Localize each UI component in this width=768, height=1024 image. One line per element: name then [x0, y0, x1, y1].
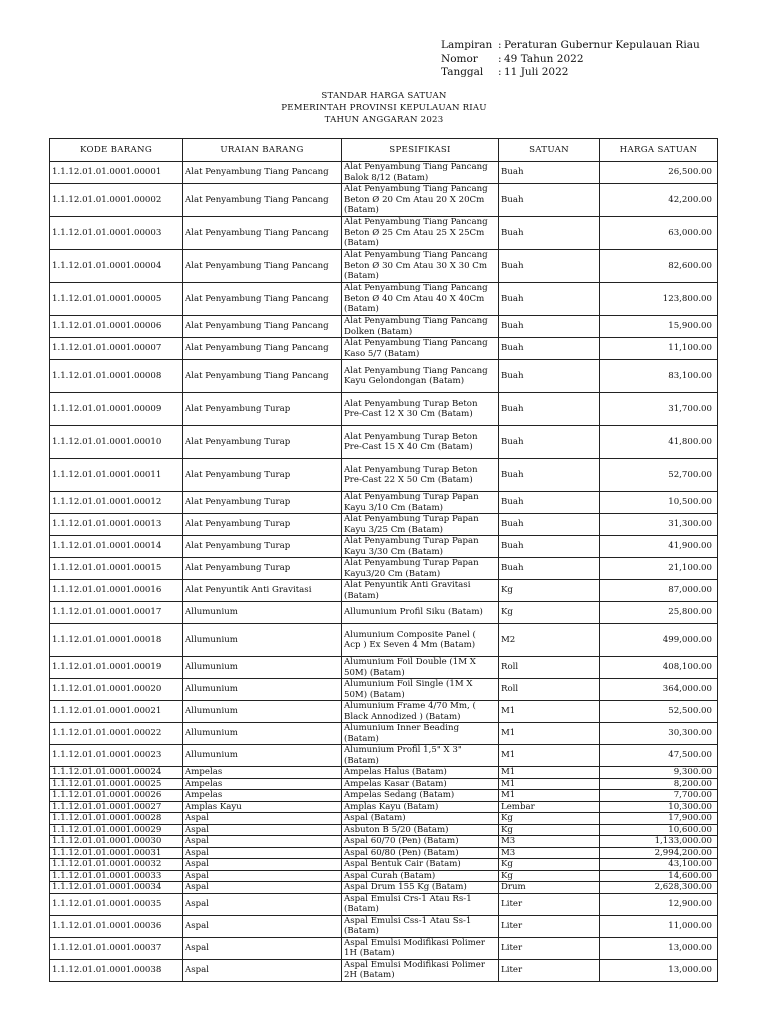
- cell-kode: 1.1.12.01.01.0001.00012: [50, 492, 183, 514]
- cell-satuan: M1: [499, 701, 600, 723]
- tanggal-label: Tanggal: [441, 66, 484, 78]
- cell-satuan: Buah: [499, 184, 600, 217]
- cell-harga: 13,000.00: [600, 959, 718, 981]
- cell-spesifikasi: Alat Penyambung Tiang Pancang Beton Ø 30 Cm Atau 30 X 30 Cm (Batam): [342, 250, 499, 283]
- cell-kode: 1.1.12.01.01.0001.00009: [50, 393, 183, 426]
- cell-satuan: Buah: [499, 426, 600, 459]
- table-row: [50, 316, 718, 338]
- lampiran-block: [441, 39, 700, 80]
- cell-harga: 42,200.00: [600, 184, 718, 217]
- table-row: [50, 847, 718, 859]
- cell-spesifikasi: Alumunium Profil 1,5" X 3" (Batam): [342, 745, 499, 767]
- cell-spesifikasi: Ampelas Kasar (Batam): [342, 778, 499, 790]
- cell-harga: 2,994,200.00: [600, 847, 718, 859]
- cell-kode: 1.1.12.01.01.0001.00023: [50, 745, 183, 767]
- cell-kode: 1.1.12.01.01.0001.00021: [50, 701, 183, 723]
- table-row: [50, 723, 718, 745]
- table-row: [50, 558, 718, 580]
- cell-spesifikasi: Alumunium Inner Beading (Batam): [342, 723, 499, 745]
- cell-satuan: Buah: [499, 459, 600, 492]
- table-header-row: [50, 139, 718, 162]
- cell-uraian: Alat Penyambung Tiang Pancang: [183, 283, 342, 316]
- tanggal-value: 11 Juli 2022: [504, 66, 569, 78]
- table-row: [50, 937, 718, 959]
- cell-kode: 1.1.12.01.01.0001.00013: [50, 514, 183, 536]
- cell-kode: 1.1.12.01.01.0001.00002: [50, 184, 183, 217]
- header-satuan: SATUAN: [499, 139, 600, 162]
- cell-harga: 41,900.00: [600, 536, 718, 558]
- cell-spesifikasi: Aspal 60/80 (Pen) (Batam): [342, 847, 499, 859]
- cell-satuan: Kg: [499, 859, 600, 871]
- cell-uraian: Alat Penyambung Tiang Pancang: [183, 360, 342, 393]
- cell-uraian: Alat Penyambung Tiang Pancang: [183, 250, 342, 283]
- title-line-2: PEMERINTAH PROVINSI KEPULAUAN RIAU: [281, 103, 487, 113]
- cell-harga: 31,300.00: [600, 514, 718, 536]
- cell-kode: 1.1.12.01.01.0001.00019: [50, 657, 183, 679]
- cell-kode: 1.1.12.01.01.0001.00035: [50, 893, 183, 915]
- cell-uraian: Aspal: [183, 824, 342, 836]
- cell-satuan: Liter: [499, 915, 600, 937]
- table-row: [50, 338, 718, 360]
- cell-kode: 1.1.12.01.01.0001.00027: [50, 801, 183, 813]
- cell-harga: 10,500.00: [600, 492, 718, 514]
- header-harga-satuan: HARGA SATUAN: [600, 139, 718, 162]
- cell-kode: 1.1.12.01.01.0001.00004: [50, 250, 183, 283]
- cell-uraian: Amplas Kayu: [183, 801, 342, 813]
- table-row: [50, 580, 718, 602]
- table-row: [50, 870, 718, 882]
- table-row: [50, 283, 718, 316]
- table-row: [50, 859, 718, 871]
- cell-uraian: Aspal: [183, 959, 342, 981]
- cell-uraian: Alat Penyambung Tiang Pancang: [183, 162, 342, 184]
- cell-uraian: Aspal: [183, 893, 342, 915]
- cell-uraian: Alat Penyambung Tiang Pancang: [183, 217, 342, 250]
- cell-kode: 1.1.12.01.01.0001.00030: [50, 836, 183, 848]
- cell-kode: 1.1.12.01.01.0001.00006: [50, 316, 183, 338]
- cell-uraian: Aspal: [183, 915, 342, 937]
- title-line-1: STANDAR HARGA SATUAN: [321, 91, 447, 101]
- cell-harga: 2,628,300.00: [600, 882, 718, 894]
- cell-satuan: Buah: [499, 360, 600, 393]
- cell-kode: 1.1.12.01.01.0001.00014: [50, 536, 183, 558]
- cell-satuan: Roll: [499, 679, 600, 701]
- tanggal-row: [441, 66, 700, 80]
- cell-spesifikasi: Alat Penyambung Turap Papan Kayu 3/10 Cm (Batam): [342, 492, 499, 514]
- cell-spesifikasi: Aspal Bentuk Cair (Batam): [342, 859, 499, 871]
- cell-uraian: Alat Penyambung Turap: [183, 514, 342, 536]
- price-standard-table: [49, 138, 718, 982]
- cell-harga: 10,300.00: [600, 801, 718, 813]
- cell-satuan: M2: [499, 624, 600, 657]
- table-row: [50, 778, 718, 790]
- cell-harga: 364,000.00: [600, 679, 718, 701]
- cell-kode: 1.1.12.01.01.0001.00025: [50, 778, 183, 790]
- cell-kode: 1.1.12.01.01.0001.00037: [50, 937, 183, 959]
- nomor-row: [441, 53, 700, 67]
- cell-spesifikasi: Alat Penyambung Tiang Pancang Beton Ø 25 Cm Atau 25 X 25Cm (Batam): [342, 217, 499, 250]
- nomor-label: Nomor: [441, 52, 478, 65]
- table-row: [50, 602, 718, 624]
- cell-satuan: Drum: [499, 882, 600, 894]
- table-row: [50, 959, 718, 981]
- cell-spesifikasi: Allumunium Profil Siku (Batam): [342, 602, 499, 624]
- cell-uraian: Aspal: [183, 870, 342, 882]
- cell-kode: 1.1.12.01.01.0001.00036: [50, 915, 183, 937]
- cell-satuan: Liter: [499, 893, 600, 915]
- cell-spesifikasi: Alat Penyambung Turap Beton Pre-Cast 12 X 30 Cm (Batam): [342, 393, 499, 426]
- cell-harga: 12,900.00: [600, 893, 718, 915]
- cell-satuan: Buah: [499, 162, 600, 184]
- cell-spesifikasi: Aspal Emulsi Crs-1 Atau Rs-1 (Batam): [342, 893, 499, 915]
- cell-uraian: Alat Penyambung Turap: [183, 459, 342, 492]
- cell-uraian: Ampelas: [183, 778, 342, 790]
- lampiran-value: Peraturan Gubernur Kepulauan Riau: [504, 39, 700, 51]
- cell-harga: 17,900.00: [600, 813, 718, 825]
- cell-kode: 1.1.12.01.01.0001.00017: [50, 602, 183, 624]
- cell-harga: 1,133,000.00: [600, 836, 718, 848]
- cell-spesifikasi: Alat Penyambung Tiang Pancang Balok 8/12 (Batam): [342, 162, 499, 184]
- document-title: [0, 90, 768, 126]
- cell-harga: 15,900.00: [600, 316, 718, 338]
- cell-uraian: Allumunium: [183, 745, 342, 767]
- table-body: [50, 162, 718, 982]
- cell-spesifikasi: Ampelas Sedang (Batam): [342, 790, 499, 802]
- table-row: [50, 393, 718, 426]
- cell-harga: 41,800.00: [600, 426, 718, 459]
- cell-harga: 11,100.00: [600, 338, 718, 360]
- cell-kode: 1.1.12.01.01.0001.00028: [50, 813, 183, 825]
- cell-spesifikasi: Alat Penyambung Tiang Pancang Dolken (Batam): [342, 316, 499, 338]
- table-row: [50, 492, 718, 514]
- table-row: [50, 824, 718, 836]
- cell-uraian: Allumunium: [183, 701, 342, 723]
- cell-uraian: Aspal: [183, 813, 342, 825]
- cell-spesifikasi: Asbuton B 5/20 (Batam): [342, 824, 499, 836]
- cell-uraian: Alat Penyambung Turap: [183, 426, 342, 459]
- cell-kode: 1.1.12.01.01.0001.00010: [50, 426, 183, 459]
- header-kode-barang: KODE BARANG: [50, 139, 183, 162]
- cell-harga: 11,000.00: [600, 915, 718, 937]
- table-row: [50, 514, 718, 536]
- cell-spesifikasi: Alat Penyambung Tiang Pancang Beton Ø 20 Cm Atau 20 X 20Cm (Batam): [342, 184, 499, 217]
- cell-kode: 1.1.12.01.01.0001.00029: [50, 824, 183, 836]
- cell-harga: 87,000.00: [600, 580, 718, 602]
- cell-spesifikasi: Aspal Drum 155 Kg (Batam): [342, 882, 499, 894]
- cell-spesifikasi: Alat Penyambung Turap Beton Pre-Cast 15 X 40 Cm (Batam): [342, 426, 499, 459]
- cell-satuan: Buah: [499, 393, 600, 426]
- cell-satuan: M1: [499, 745, 600, 767]
- cell-uraian: Allumunium: [183, 679, 342, 701]
- cell-uraian: Alat Penyambung Tiang Pancang: [183, 338, 342, 360]
- table-row: [50, 360, 718, 393]
- cell-satuan: M3: [499, 847, 600, 859]
- lampiran-row: [441, 39, 700, 53]
- cell-satuan: Buah: [499, 316, 600, 338]
- cell-kode: 1.1.12.01.01.0001.00011: [50, 459, 183, 492]
- cell-satuan: M3: [499, 836, 600, 848]
- lampiran-label: Lampiran: [441, 39, 493, 51]
- cell-uraian: Aspal: [183, 882, 342, 894]
- cell-spesifikasi: Aspal 60/70 (Pen) (Batam): [342, 836, 499, 848]
- cell-spesifikasi: Aspal (Batam): [342, 813, 499, 825]
- cell-uraian: Ampelas: [183, 767, 342, 779]
- cell-harga: 30,300.00: [600, 723, 718, 745]
- cell-kode: 1.1.12.01.01.0001.00001: [50, 162, 183, 184]
- cell-harga: 499,000.00: [600, 624, 718, 657]
- cell-kode: 1.1.12.01.01.0001.00020: [50, 679, 183, 701]
- cell-kode: 1.1.12.01.01.0001.00033: [50, 870, 183, 882]
- cell-uraian: Alat Penyambung Tiang Pancang: [183, 184, 342, 217]
- cell-spesifikasi: Alumunium Foil Single (1M X 50M) (Batam): [342, 679, 499, 701]
- cell-satuan: M1: [499, 778, 600, 790]
- table-row: [50, 915, 718, 937]
- cell-satuan: Buah: [499, 558, 600, 580]
- cell-harga: 82,600.00: [600, 250, 718, 283]
- cell-satuan: Buah: [499, 536, 600, 558]
- nomor-value: 49 Tahun 2022: [504, 52, 584, 65]
- cell-satuan: Buah: [499, 217, 600, 250]
- cell-uraian: Allumunium: [183, 602, 342, 624]
- cell-kode: 1.1.12.01.01.0001.00015: [50, 558, 183, 580]
- cell-spesifikasi: Alumunium Composite Panel ( Acp ) Ex Seven 4 Mm (Batam): [342, 624, 499, 657]
- table-row: [50, 893, 718, 915]
- cell-spesifikasi: Alumunium Foil Double (1M X 50M) (Batam): [342, 657, 499, 679]
- cell-kode: 1.1.12.01.01.0001.00003: [50, 217, 183, 250]
- table-row: [50, 184, 718, 217]
- cell-uraian: Alat Penyambung Turap: [183, 492, 342, 514]
- table-row: [50, 790, 718, 802]
- cell-spesifikasi: Alat Penyambung Turap Beton Pre-Cast 22 X 50 Cm (Batam): [342, 459, 499, 492]
- cell-spesifikasi: Alat Penyambung Tiang Pancang Kayu Gelondongan (Batam): [342, 360, 499, 393]
- cell-harga: 52,700.00: [600, 459, 718, 492]
- table-row: [50, 459, 718, 492]
- cell-harga: 13,000.00: [600, 937, 718, 959]
- cell-uraian: Allumunium: [183, 657, 342, 679]
- cell-satuan: M1: [499, 790, 600, 802]
- cell-uraian: Alat Penyambung Turap: [183, 393, 342, 426]
- table-row: [50, 657, 718, 679]
- table-row: [50, 679, 718, 701]
- cell-spesifikasi: Alat Penyambung Turap Papan Kayu 3/25 Cm (Batam): [342, 514, 499, 536]
- cell-kode: 1.1.12.01.01.0001.00024: [50, 767, 183, 779]
- cell-satuan: Liter: [499, 937, 600, 959]
- cell-harga: 14,600.00: [600, 870, 718, 882]
- cell-harga: 7,700.00: [600, 790, 718, 802]
- cell-harga: 83,100.00: [600, 360, 718, 393]
- cell-harga: 8,200.00: [600, 778, 718, 790]
- table-row: [50, 250, 718, 283]
- cell-satuan: Buah: [499, 514, 600, 536]
- cell-satuan: Buah: [499, 338, 600, 360]
- cell-satuan: Kg: [499, 870, 600, 882]
- cell-kode: 1.1.12.01.01.0001.00007: [50, 338, 183, 360]
- table-row: [50, 162, 718, 184]
- cell-spesifikasi: Aspal Emulsi Modifikasi Polimer 2H (Batam): [342, 959, 499, 981]
- cell-satuan: M1: [499, 723, 600, 745]
- table-row: [50, 767, 718, 779]
- cell-spesifikasi: Alat Penyambung Turap Papan Kayu 3/30 Cm (Batam): [342, 536, 499, 558]
- cell-uraian: Alat Penyambung Turap: [183, 536, 342, 558]
- table-row: [50, 536, 718, 558]
- table-row: [50, 701, 718, 723]
- cell-kode: 1.1.12.01.01.0001.00005: [50, 283, 183, 316]
- cell-kode: 1.1.12.01.01.0001.00031: [50, 847, 183, 859]
- table-row: [50, 624, 718, 657]
- lampiran-separator: :: [498, 39, 502, 51]
- cell-spesifikasi: Aspal Emulsi Modifikasi Polimer 1H (Batam): [342, 937, 499, 959]
- tanggal-separator: :: [498, 66, 502, 78]
- cell-satuan: Roll: [499, 657, 600, 679]
- cell-uraian: Ampelas: [183, 790, 342, 802]
- cell-kode: 1.1.12.01.01.0001.00016: [50, 580, 183, 602]
- cell-uraian: Alat Penyuntik Anti Gravitasi: [183, 580, 342, 602]
- cell-satuan: Liter: [499, 959, 600, 981]
- cell-spesifikasi: Aspal Emulsi Css-1 Atau Ss-1 (Batam): [342, 915, 499, 937]
- table-row: [50, 426, 718, 459]
- cell-harga: 25,800.00: [600, 602, 718, 624]
- cell-satuan: Buah: [499, 283, 600, 316]
- cell-satuan: Kg: [499, 602, 600, 624]
- cell-harga: 26,500.00: [600, 162, 718, 184]
- cell-spesifikasi: Amplas Kayu (Batam): [342, 801, 499, 813]
- cell-harga: 10,600.00: [600, 824, 718, 836]
- cell-harga: 63,000.00: [600, 217, 718, 250]
- table-row: [50, 745, 718, 767]
- cell-kode: 1.1.12.01.01.0001.00018: [50, 624, 183, 657]
- cell-uraian: Alat Penyambung Tiang Pancang: [183, 316, 342, 338]
- cell-uraian: Aspal: [183, 859, 342, 871]
- cell-uraian: Allumunium: [183, 624, 342, 657]
- header-uraian-barang: URAIAN BARANG: [183, 139, 342, 162]
- cell-harga: 52,500.00: [600, 701, 718, 723]
- cell-harga: 21,100.00: [600, 558, 718, 580]
- cell-satuan: Kg: [499, 813, 600, 825]
- title-line-3: TAHUN ANGGARAN 2023: [324, 115, 444, 125]
- cell-kode: 1.1.12.01.01.0001.00038: [50, 959, 183, 981]
- cell-satuan: Lembar: [499, 801, 600, 813]
- table-row: [50, 801, 718, 813]
- cell-spesifikasi: Ampelas Halus (Batam): [342, 767, 499, 779]
- cell-spesifikasi: Aspal Curah (Batam): [342, 870, 499, 882]
- cell-harga: 47,500.00: [600, 745, 718, 767]
- cell-spesifikasi: Alat Penyambung Tiang Pancang Beton Ø 40 Cm Atau 40 X 40Cm (Batam): [342, 283, 499, 316]
- header-spesifikasi: SPESIFIKASI: [342, 139, 499, 162]
- table-row: [50, 882, 718, 894]
- cell-harga: 31,700.00: [600, 393, 718, 426]
- cell-kode: 1.1.12.01.01.0001.00026: [50, 790, 183, 802]
- cell-spesifikasi: Alat Penyuntik Anti Gravitasi (Batam): [342, 580, 499, 602]
- table-row: [50, 836, 718, 848]
- cell-spesifikasi: Alat Penyambung Tiang Pancang Kaso 5/7 (Batam): [342, 338, 499, 360]
- table-row: [50, 217, 718, 250]
- cell-kode: 1.1.12.01.01.0001.00008: [50, 360, 183, 393]
- cell-spesifikasi: Alumunium Frame 4/70 Mm, ( Black Annodized ) (Batam): [342, 701, 499, 723]
- cell-harga: 123,800.00: [600, 283, 718, 316]
- cell-satuan: Buah: [499, 492, 600, 514]
- cell-uraian: Allumunium: [183, 723, 342, 745]
- cell-satuan: M1: [499, 767, 600, 779]
- cell-harga: 408,100.00: [600, 657, 718, 679]
- cell-kode: 1.1.12.01.01.0001.00034: [50, 882, 183, 894]
- cell-uraian: Aspal: [183, 937, 342, 959]
- cell-satuan: Kg: [499, 580, 600, 602]
- nomor-separator: :: [498, 52, 502, 65]
- cell-spesifikasi: Alat Penyambung Turap Papan Kayu3/20 Cm (Batam): [342, 558, 499, 580]
- cell-satuan: Buah: [499, 250, 600, 283]
- cell-satuan: Kg: [499, 824, 600, 836]
- cell-uraian: Aspal: [183, 836, 342, 848]
- cell-harga: 43,100.00: [600, 859, 718, 871]
- cell-kode: 1.1.12.01.01.0001.00032: [50, 859, 183, 871]
- table-row: [50, 813, 718, 825]
- cell-kode: 1.1.12.01.01.0001.00022: [50, 723, 183, 745]
- cell-harga: 9,300.00: [600, 767, 718, 779]
- cell-uraian: Alat Penyambung Turap: [183, 558, 342, 580]
- cell-uraian: Aspal: [183, 847, 342, 859]
